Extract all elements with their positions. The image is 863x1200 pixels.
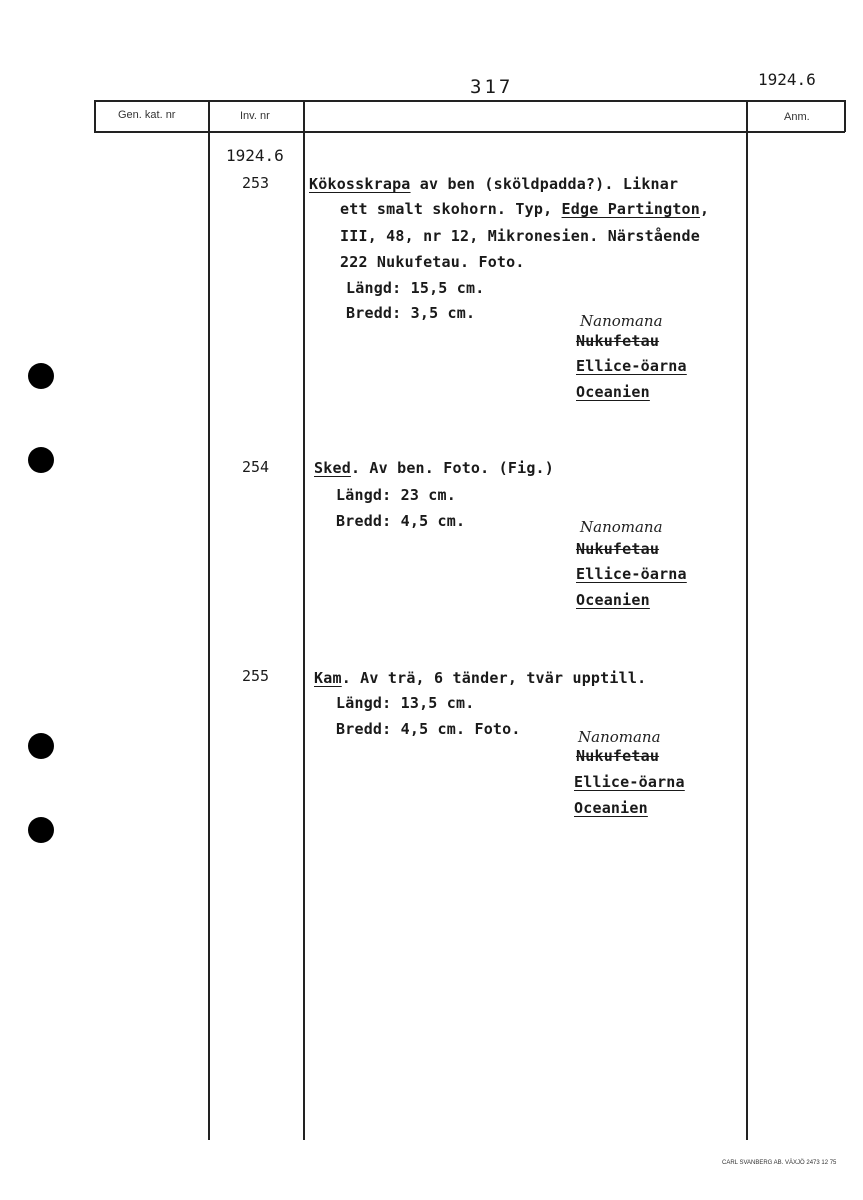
entry-title: Kam [314,669,342,687]
header-gen-kat-nr: Gen. kat. nr [118,109,176,121]
entry-title: Sked [314,459,351,477]
top-right-date: 1924.6 [758,70,816,89]
entry-length: Längd: 23 cm. [336,486,456,504]
region: Oceanien [576,591,650,609]
handwritten-place: Nanomana [580,312,663,330]
place-group: Ellice-öarna [576,565,687,583]
region: Oceanien [576,383,650,401]
page-number: 317 [470,76,514,98]
column-rule-left [94,100,96,132]
place-struck: Nukufetau [576,332,660,350]
binder-hole-3 [28,733,54,759]
header-anm: Anm. [784,111,810,123]
handwritten-place: Nanomana [578,728,661,746]
place-struck: Nukufetau [576,747,660,765]
entry-width: Bredd: 4,5 cm. [336,512,466,530]
entry-reference: Edge Partington [561,200,701,218]
printer-mark: CARL SVANBERG AB. VÄXJÖ 2473 12 75 [722,1160,837,1166]
inv-series: 1924.6 [226,146,284,165]
entry-title-rest: . Av trä, 6 tänder, tvär upptill. [341,669,647,687]
column-rule-1 [208,100,210,1140]
entry-length: Längd: 13,5 cm. [336,694,475,712]
column-rule-2 [303,100,305,1140]
place-group: Ellice-öarna [576,357,687,375]
entry-inv-number: 254 [242,458,270,476]
place-struck: Nukufetau [576,540,660,558]
handwritten-place: Nanomana [580,518,663,536]
entry-description [314,459,554,477]
entry-title-rest: . Av ben. Foto. (Fig.) [350,459,555,477]
entry-title: Kökosskrapa [309,175,411,193]
header-top-rule [94,100,845,102]
binder-hole-1 [28,363,54,389]
entry-text: ett smalt skohorn. Typ, [340,200,562,218]
header-inv-nr: Inv. nr [240,110,270,122]
entry-text: , [700,200,710,218]
entry-description-line: 222 Nukufetau. Foto. [340,253,525,271]
place-group: Ellice-öarna [574,773,685,791]
entry-inv-number: 253 [242,174,270,192]
entry-width: Bredd: 3,5 cm. [346,304,476,322]
entry-description [309,175,678,193]
entry-description [314,669,646,687]
entry-width: Bredd: 4,5 cm. Foto. [336,720,521,738]
entry-inv-number: 255 [242,667,270,685]
entry-length: Längd: 15,5 cm. [346,279,485,297]
column-rule-3 [746,100,748,1140]
column-rule-right [844,100,846,132]
binder-hole-2 [28,447,54,473]
entry-description-line [340,200,709,218]
header-bottom-rule [94,131,845,133]
region: Oceanien [574,799,648,817]
binder-hole-4 [28,817,54,843]
entry-title-rest: av ben (sköldpadda?). Liknar [410,175,679,193]
entry-description-line: III, 48, nr 12, Mikronesien. Närstående [340,227,700,245]
